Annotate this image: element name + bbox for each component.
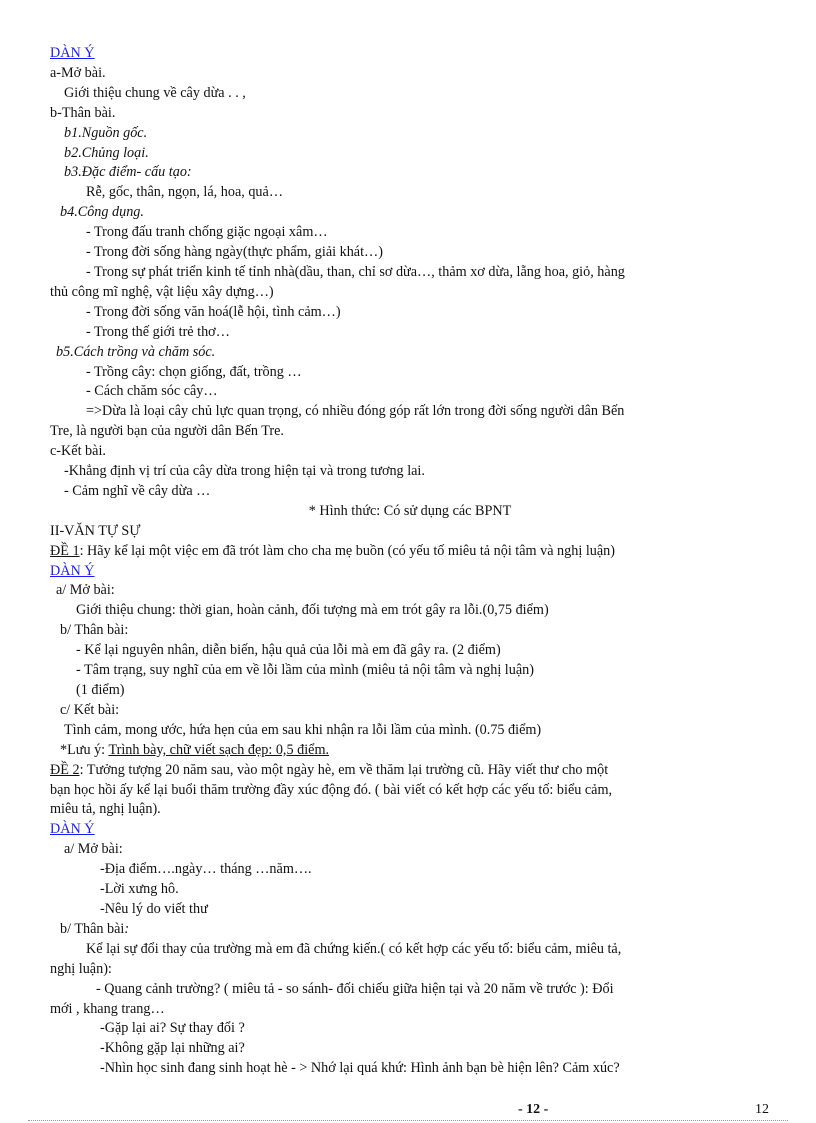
- dan-y-heading[interactable]: DÀN Ý: [50, 45, 95, 61]
- section-b-colon: :: [124, 920, 130, 937]
- section-a: a/ Mở bài:: [64, 841, 123, 858]
- page-number-right: 12: [755, 1102, 769, 1117]
- document-body: [50, 44, 770, 1079]
- subsection-b1: b1.Nguồn gốc.: [64, 124, 148, 141]
- dan-y-heading[interactable]: DÀN Ý: [50, 562, 95, 579]
- list-item: -Nêu lý do viết thư: [100, 900, 208, 917]
- section-a-intro: Giới thiệu chung về cây dừa . . ,: [64, 84, 246, 101]
- list-item: - Trong đời sống văn hoá(lễ hội, tình cảm…): [86, 303, 341, 320]
- list-item-continued: (1 điểm): [76, 682, 125, 698]
- note-text: Trình bày, chữ viết sạch đẹp: 0,5 điểm.: [108, 741, 330, 758]
- section-c: c/ Kết bài:: [60, 701, 120, 718]
- list-item: - Trồng cây: chọn giống, đất, trồng …: [86, 363, 302, 380]
- note-label: *Lưu ý:: [60, 741, 106, 758]
- form-note: * Hình thức: Có sử dụng các BPNT: [308, 502, 512, 519]
- list-item: -Khẳng định vị trí của cây dừa trong hiện tại và trong tương lai.: [64, 463, 425, 480]
- de2-label: ĐỀ 2: [50, 761, 80, 778]
- section-b: [50, 920, 770, 940]
- subsection-b5: b5.Cách trồng và chăm sóc.: [56, 343, 216, 360]
- list-item: =>Dừa là loại cây chủ lực quan trọng, có nhiều đóng góp rất lớn trong đời sống người dân Bến: [86, 403, 625, 420]
- de2-text-line: : Tưởng tượng 20 năm sau, vào một ngày hè, em về thăm lại trường cũ. Hãy viết thư cho một: [79, 761, 609, 778]
- list-item-continued: mới , khang trang…: [50, 1000, 165, 1017]
- section-a: a/ Mở bài:: [56, 582, 115, 599]
- subsection-b3-detail: Rễ, gốc, thân, ngọn, lá, hoa, quả…: [86, 184, 284, 201]
- list-item: -Nhìn học sinh đang sinh hoạt hè - > Nhớ lại quá khứ: Hình ảnh bạn bè hiện lên? Cảm xúc?: [100, 1060, 620, 1077]
- section-b-label: b/ Thân bài: [60, 920, 125, 937]
- subsection-b4: b4.Công dụng.: [60, 204, 144, 221]
- list-item: - Kể lại nguyên nhân, diễn biến, hậu quả của lỗi mà em đã gây ra. (2 điểm): [76, 642, 501, 659]
- section-a: a-Mở bài.: [50, 64, 106, 81]
- footer-divider: [28, 1120, 788, 1121]
- section-b-text: Kể lại sự đổi thay của trường mà em đã chứng kiến.( có kết hợp các yếu tố: biểu cảm, miêu tả,: [86, 940, 622, 957]
- list-item: - Tâm trạng, suy nghĩ của em về lỗi lầm của mình (miêu tả nội tâm và nghị luận): [76, 662, 534, 679]
- list-item: - Cảm nghĩ về cây dừa …: [64, 482, 211, 499]
- de1-prompt: [50, 542, 770, 562]
- section-a-text: Giới thiệu chung: thời gian, hoàn cảnh, đối tượng mà em trót gây ra lỗi.(0,75 điểm): [76, 602, 549, 619]
- list-item: -Gặp lại ai? Sự thay đổi ?: [100, 1020, 245, 1037]
- list-item: - Trong đời sống hàng ngày(thực phẩm, giải khát…): [86, 244, 383, 261]
- list-item: -Địa điểm….ngày… tháng …năm….: [100, 861, 312, 878]
- de2-text-line: miêu tả, nghị luận).: [50, 801, 161, 818]
- page-footer: [0, 1100, 816, 1120]
- section-b: b/ Thân bài:: [60, 622, 129, 639]
- page-number-center: - 12 -: [518, 1102, 549, 1117]
- de2-prompt: [50, 761, 770, 781]
- subsection-b2: b2.Chủng loại.: [64, 144, 149, 161]
- section-b: b-Thân bài.: [50, 104, 116, 121]
- section-title: II-VĂN TỰ SỰ: [50, 522, 141, 539]
- list-item-continued: Tre, là người bạn của người dân Bến Tre.: [50, 423, 284, 440]
- note: [50, 741, 770, 761]
- dan-y-heading[interactable]: DÀN Ý: [50, 821, 95, 838]
- list-item: -Không gặp lại những ai?: [100, 1040, 245, 1057]
- section-c: c-Kết bài.: [50, 443, 106, 460]
- list-item: - Cách chăm sóc cây…: [86, 383, 218, 400]
- de2-text-line: bạn học hồi ấy kể lại buổi thăm trường đầy xúc động đó. ( bài viết có kết hợp các yếu tố: biểu cảm,: [50, 781, 613, 798]
- list-item-continued: thủ công mĩ nghệ, vật liệu xây dựng…): [50, 283, 274, 300]
- list-item: -Lời xưng hô.: [100, 881, 179, 898]
- list-item: - Trong sự phát triển kinh tế tỉnh nhà(dầu, than, chỉ sơ dừa…, thảm xơ dừa, lẵng hoa, giỏ, hàng: [86, 263, 625, 280]
- list-item: - Trong đấu tranh chống giặc ngoại xâm…: [86, 224, 328, 241]
- list-item: - Quang cảnh trường? ( miêu tả - so sánh- đối chiếu giữa hiện tại và 20 năm về trước ): Đổi: [96, 980, 614, 997]
- de1-label: ĐỀ 1: [50, 542, 80, 559]
- section-c-text: Tình cảm, mong ước, hứa hẹn của em sau khi nhận ra lỗi lầm của mình. (0.75 điểm): [64, 721, 542, 738]
- de1-text: : Hãy kể lại một việc em đã trót làm cho cha mẹ buồn (có yếu tố miêu tả nội tâm và nghị luận): [79, 542, 615, 559]
- subsection-b3: b3.Đặc điểm- cấu tạo:: [64, 164, 192, 181]
- list-item: - Trong thế giới trẻ thơ…: [86, 323, 230, 340]
- section-b-text-continued: nghị luận):: [50, 960, 112, 977]
